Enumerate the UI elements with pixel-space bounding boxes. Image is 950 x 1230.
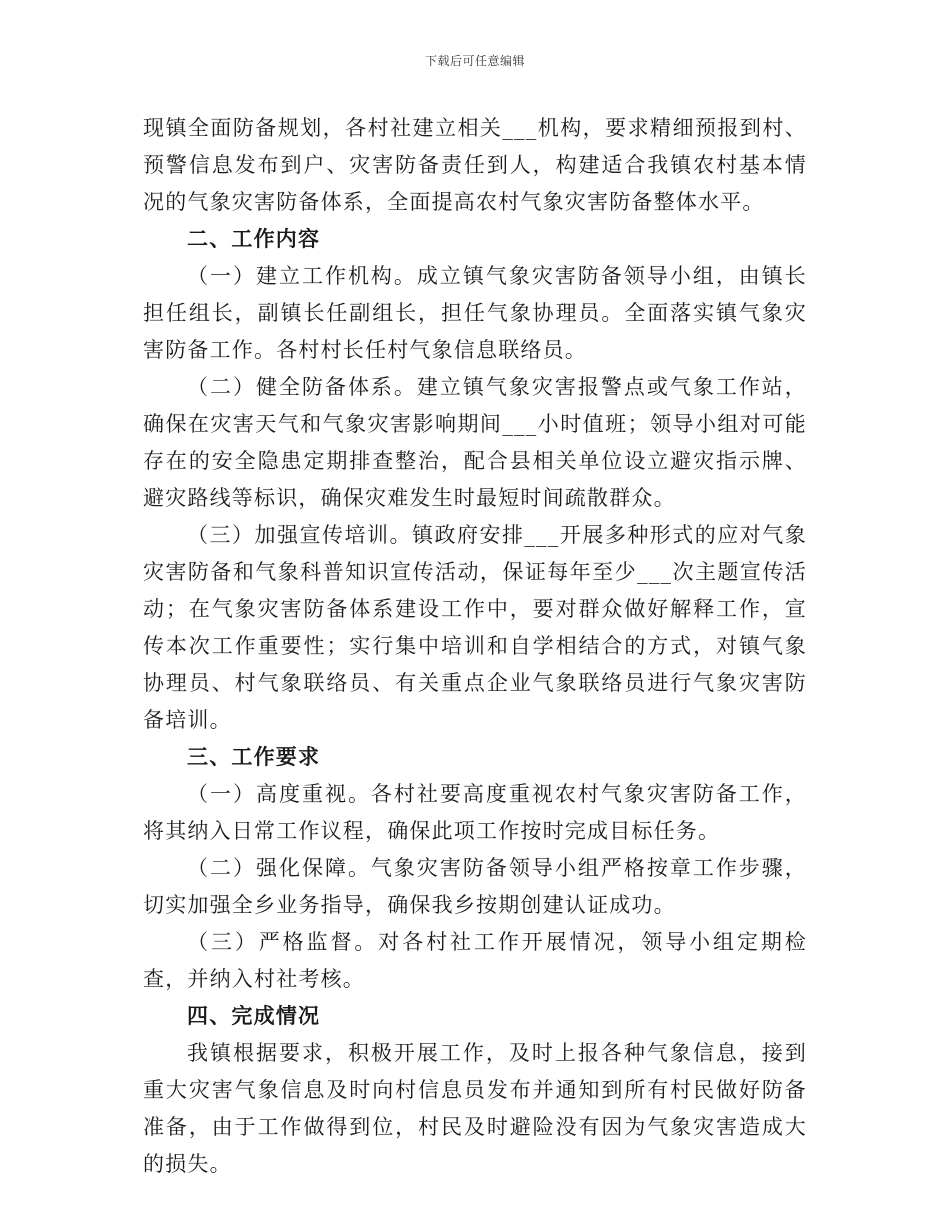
paragraph-strengthen-guarantee: （二）强化保障。气象灾害防备领导小组严格按章工作步骤，切实加强全乡业务指导，确保我乡按期创建认证成功。 xyxy=(143,856,807,917)
intro-paragraph: 现镇全面防备规划，各村社建立相关___机构，要求精细预报到村、预警信息发布到户、灾害防备责任到人，构建适合我镇农村基本情况的气象灾害防备体系，全面提高农村气象灾害防备整体水平。 xyxy=(143,116,807,214)
document-body xyxy=(143,110,807,1183)
section-heading-completion: 四、完成情况 xyxy=(187,1004,321,1028)
paragraph-improve-system: （二）健全防备体系。建立镇气象灾害报警点或气象工作站，确保在灾害天气和气象灾害影响期间___小时值班；领导小组对可能存在的安全隐患定期排查整治，配合县相关单位设立避灾指示牌、避灾路线等标识，确保灾难发生时最短时间疏散群众。 xyxy=(143,375,807,510)
paragraph-strict-supervision: （三）严格监督。对各村社工作开展情况，领导小组定期检查，并纳入村社考核。 xyxy=(143,930,807,991)
paragraph-completion-status: 我镇根据要求，积极开展工作，及时上报各种气象信息，接到重大灾害气象信息及时向村信息员发布并通知到所有村民做好防备准备，由于工作做得到位，村民及时避险没有因为气象灾害造成大的损失。 xyxy=(143,1041,807,1176)
page-header: 下载后可任意编辑 xyxy=(424,54,525,68)
section-heading-work-requirements: 三、工作要求 xyxy=(187,745,321,769)
paragraph-publicity-training: （三）加强宣传培训。镇政府安排___开展多种形式的应对气象灾害防备和气象科普知识宣传活动，保证每年至少___次主题宣传活动；在气象灾害防备体系建设工作中，要对群众做好解释工作，宣传本次工作重要性；实行集中培训和自学相结合的方式，对镇气象协理员、村气象联络员、有关重点企业气象联络员进行气象灾害防备培训。 xyxy=(143,523,807,732)
section-heading-work-content: 二、工作内容 xyxy=(187,227,321,251)
paragraph-establish-organization: （一）建立工作机构。成立镇气象灾害防备领导小组，由镇长担任组长，副镇长任副组长，担任气象协理员。全面落实镇气象灾害防备工作。各村村长任村气象信息联络员。 xyxy=(143,264,807,362)
paragraph-high-attention: （一）高度重视。各村社要高度重视农村气象灾害防备工作，将其纳入日常工作议程，确保此项工作按时完成目标任务。 xyxy=(143,782,807,843)
